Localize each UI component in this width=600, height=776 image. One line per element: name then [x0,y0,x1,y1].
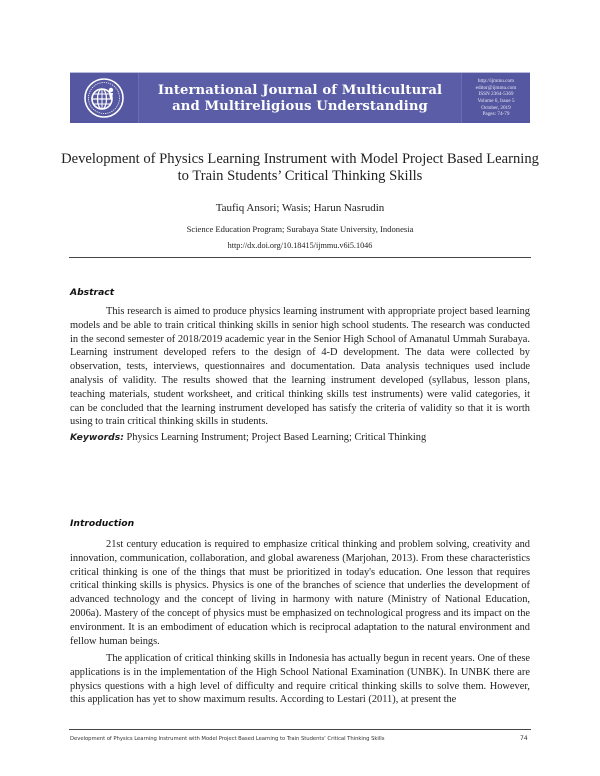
journal-email: editor@ijmmu.com [475,84,517,91]
journal-title-line-2: and Multireligious Understanding [172,98,428,114]
journal-issn: ISSN 2364-5369 [478,91,514,98]
abstract-heading: Abstract [70,287,115,298]
header-divider [69,257,531,258]
journal-header-banner [70,72,530,123]
journal-logo [70,73,139,123]
journal-title [139,73,461,123]
keywords [70,432,530,443]
paper-authors: Taufiq Ansori; Wasis; Harun Nasrudin [215,202,385,214]
journal-info-block [461,73,530,123]
journal-volume-issue: Volume 6, Issue 5 [477,98,515,104]
footer-running-title: Development of Physics Learning Instrument with Model Project Based Learning to Train Students’ Critical Thinking Skills [70,736,385,742]
introduction-heading: Introduction [70,518,135,529]
paper-title [60,151,540,185]
footer-divider [69,729,531,730]
journal-title-line-1: International Journal of Multicultural [157,82,443,98]
paper-affiliation: Science Education Program; Surabaya State University, Indonesia [186,224,414,234]
paper-title-line-2: to Train Students’ Critical Thinking Skills [177,168,423,184]
introduction-paragraph-1: 21st century education is required to emphasize critical thinking and problem solving, creativity and innovation, communication, collaboration, and global awareness (Marjohan, 2013). From these characteristics critical thinking is one of the things that must be prioritized in today's education. One lesson that requires critical thinking skills is physics. Physics is one of the branches of science that underlies the development of advanced technology and the concept of living in harmony with nature (Ministry of National Education, 2006a). Mastery of the concept of physics must be emphasized on technological progress and its impact on the environment. It is an embodiment of education which is reciprocal adaptation to the natural environment and fellow human beings. [70,539,530,647]
paper-title-line-1: Development of Physics Learning Instrument with Model Project Based Learning [61,151,539,167]
keywords-label: Keywords: [70,432,124,443]
paper-doi-link[interactable]: http://dx.doi.org/10.18415/ijmmu.v6i5.1046 [227,241,373,250]
journal-pages: Pages: 74-79 [482,111,510,118]
keywords-value: Physics Learning Instrument; Project Based Learning; Critical Thinking [126,432,427,443]
globe-emblem-icon [83,77,125,119]
introduction-paragraph-2: The application of critical thinking skills in Indonesia has actually begun in recent years. One of these applications is in the implementation of the High School National Examination (UNBK). In UNBK there are physics questions with a high level of difficulty and require critical thinking skills to solve them. However, this application has yet to show maximum results. According to Lestari (2011), at present the [70,653,530,706]
footer-page-number: 74 [520,735,528,742]
abstract-text: This research is aimed to produce physics learning instrument with appropriate project based learning models and be able to train critical thinking skills in senior high school students. The research was conducted in the second semester of 2018/2019 academic year in the Senior High School of Amanatul Ummah Surabaya. Learning instrument developed refers to the design of 4-D development. The data were collected by observation, tests, interviews, questionnaires and documentation. Data analysis techniques used include analysis of validity. The results showed that the learning instrument developed (syllabus, lesson plans, teaching materials, student worksheet, and critical thinking skills test instruments) were valid categories, it can be concluded that the learning instrument developed has satisfy the criteria of validity so that it is worth using to train critical thinking skills in students. [70,306,530,428]
journal-date: October, 2019 [481,104,511,111]
journal-url: http://ijmmu.com [477,78,515,85]
